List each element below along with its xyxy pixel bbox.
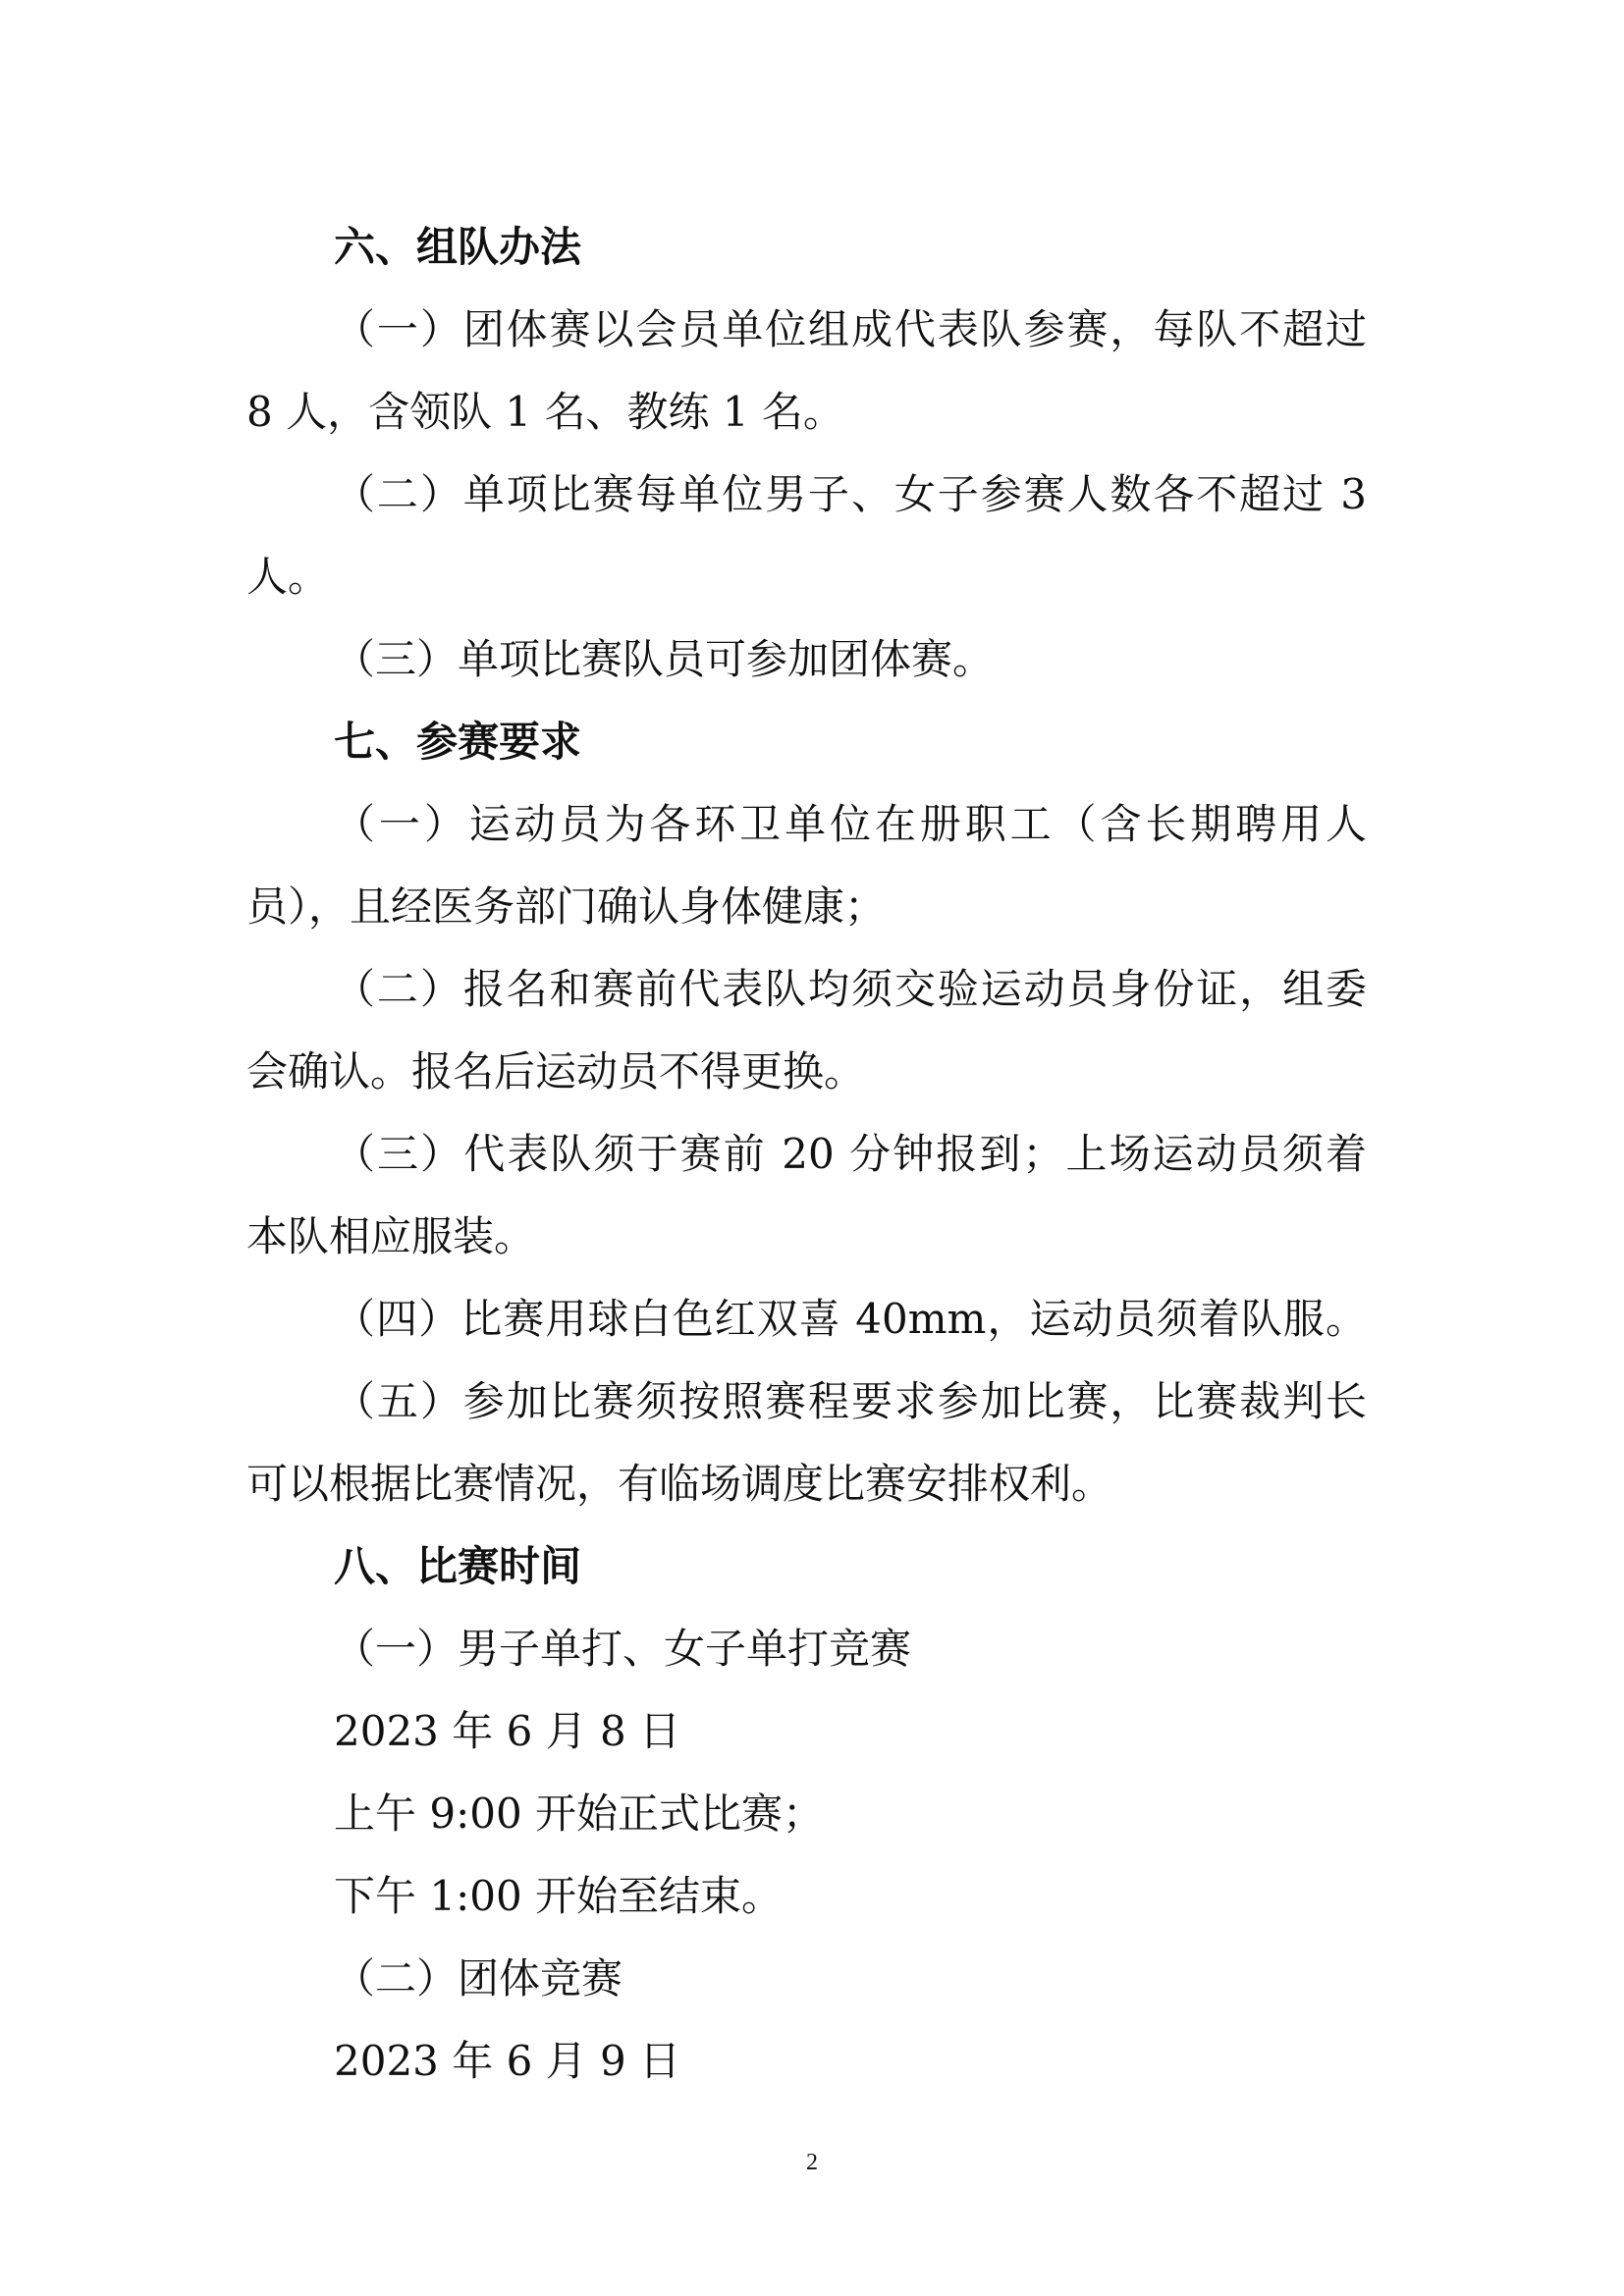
section-6-item-2-line-1: （二）单项比赛每单位男子、女子参赛人数各不超过 3 <box>334 470 1367 518</box>
section-7-item-2-line-2: 会确认。报名后运动员不得更换。 <box>246 1047 866 1095</box>
section-8-item-2: （二）团体竞赛 <box>334 1954 623 2002</box>
section-8-item-2-date: 2023 年 6 月 9 日 <box>334 2037 681 2085</box>
section-8-heading: 八、比赛时间 <box>334 1542 582 1590</box>
section-8-item-1-date: 2023 年 6 月 8 日 <box>334 1707 681 1755</box>
section-8-item-1-afternoon: 下午 1:00 开始至结束。 <box>334 1872 784 1920</box>
section-8-item-1-morning: 上午 9:00 开始正式比赛； <box>334 1789 825 1838</box>
section-7-item-5-line-2: 可以根据比赛情况，有临场调度比赛安排权利。 <box>246 1460 1113 1508</box>
page-number: 2 <box>806 2150 818 2175</box>
section-7-item-3-line-2: 本队相应服装。 <box>246 1212 536 1260</box>
section-7-heading: 七、参赛要求 <box>334 718 582 766</box>
section-8-item-1: （一）男子单打、女子单打竞赛 <box>334 1625 912 1673</box>
section-7-item-5-line-1: （五）参加比赛须按照赛程要求参加比赛，比赛裁判长 <box>334 1377 1367 1425</box>
section-6-item-1-line-2: 8 人，含领队 1 名、教练 1 名。 <box>246 388 844 436</box>
section-7-item-2-line-1: （二）报名和赛前代表队均须交验运动员身份证，组委 <box>334 965 1367 1013</box>
section-7-item-1-line-2: 员），且经医务部门确认身体健康； <box>246 882 887 931</box>
section-6-heading: 六、组队办法 <box>334 223 582 271</box>
section-6-item-2-line-2: 人。 <box>246 553 330 601</box>
section-7-item-4: （四）比赛用球白色红双喜 40mm，运动员须着队服。 <box>334 1295 1367 1343</box>
section-6-item-3: （三）单项比赛队员可参加团体赛。 <box>334 635 995 683</box>
section-7-item-1-line-1: （一）运动员为各环卫单位在册职工（含长期聘用人 <box>334 800 1367 848</box>
section-6-item-1-line-1: （一）团体赛以会员单位组成代表队参赛，每队不超过 <box>334 305 1367 353</box>
section-7-item-3-line-1: （三）代表队须于赛前 20 分钟报到；上场运动员须着 <box>334 1130 1367 1178</box>
